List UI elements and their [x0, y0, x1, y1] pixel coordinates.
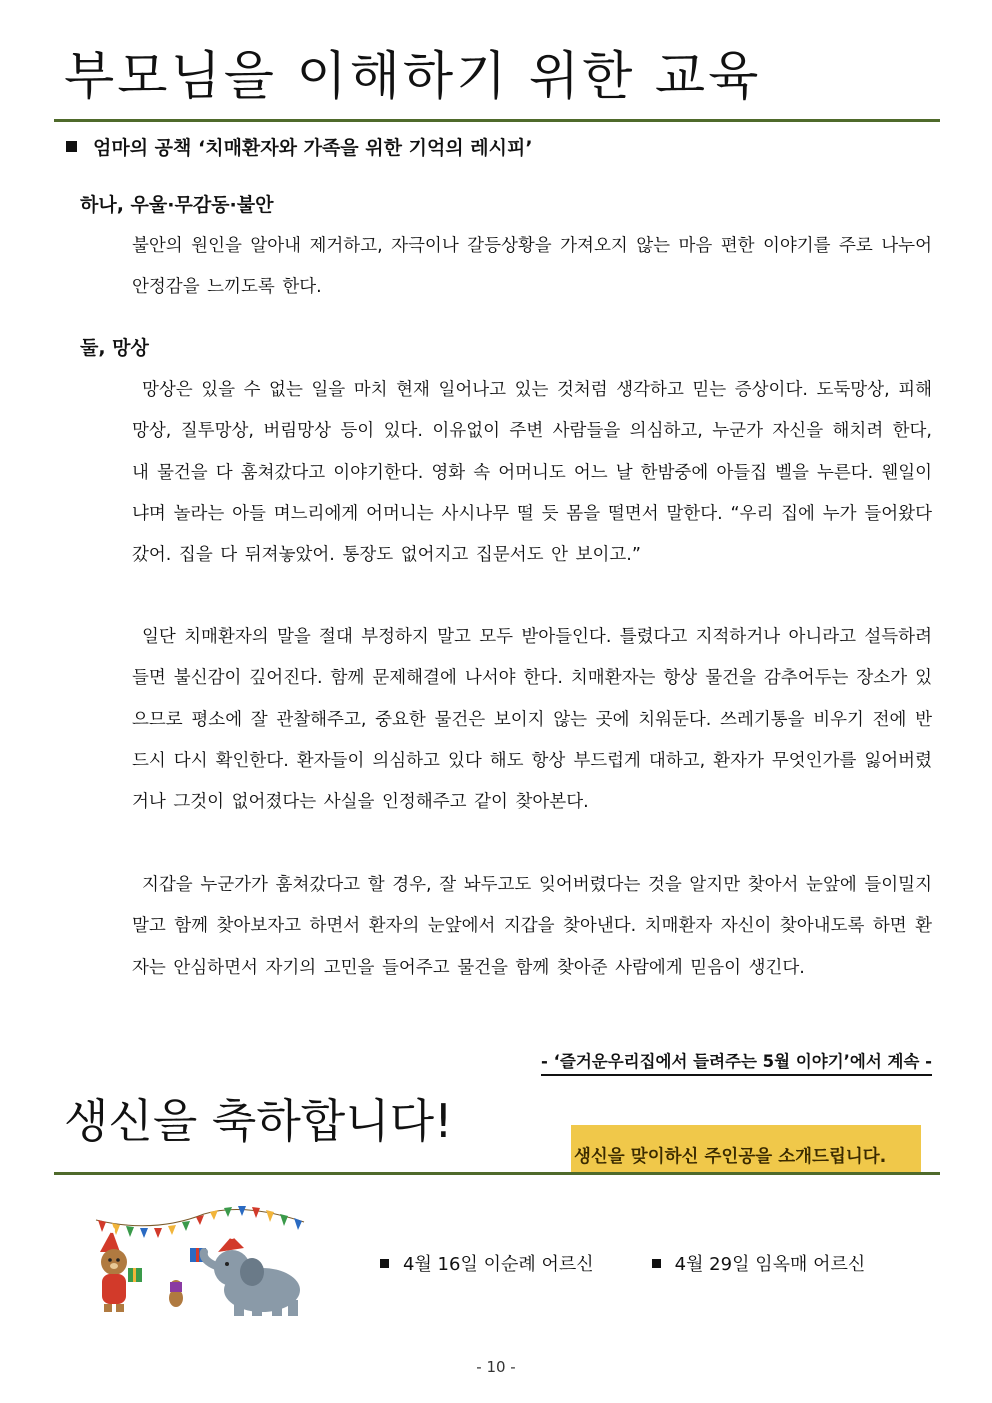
square-bullet-icon — [66, 141, 77, 152]
part1-heading: 하나, 우울·무감동·불안 — [80, 194, 274, 216]
page-number: - 10 - — [476, 1358, 516, 1376]
title-divider — [54, 119, 940, 122]
part2-paragraph-3: 지갑을 누군가가 훔쳐갔다고 할 경우, 잘 놔두고도 잊어버렸다는 것을 알지만 찾아서 눈앞에 들이밀지 말고 함께 찾아보자고 하면서 환자의 눈앞에서 지갑을 찾아낸다. 치매환자 자신이 찾아내도록 하면 환자는 안심하면서 자기의 고민을 들어주고 물건을 함께 찾아준 사람에게 믿음이 생긴다. — [132, 875, 932, 978]
part1-body: 불안의 원인을 알아내 제거하고, 자극이나 갈등상황을 가져오지 않는 마음 편한 이야기를 주로 나누어 안정감을 느끼도록 한다. — [132, 236, 932, 298]
continued-note: - ‘즐거운우리집에서 들려주는 5월 이야기’에서 계속 - — [541, 1050, 932, 1076]
birthday-list — [380, 1250, 865, 1276]
party-animals-illustration — [94, 1200, 314, 1320]
part2-heading: 둘, 망상 — [80, 337, 149, 359]
birthday-divider — [54, 1172, 940, 1175]
section-heading-text: 엄마의 공책 ‘치매환자와 가족을 위한 기억의 레시피’ — [93, 137, 533, 159]
birthday-title: 생신을 축하합니다! — [64, 1094, 453, 1148]
birthday-item — [652, 1250, 866, 1276]
birthday-item — [380, 1250, 594, 1276]
square-bullet-icon — [380, 1259, 389, 1268]
part2-paragraph-1: 망상은 있을 수 없는 일을 마치 현재 일어나고 있는 것처럼 생각하고 믿는 증상이다. 도둑망상, 피해망상, 질투망상, 버림망상 등이 있다. 이유없이 주변 사람들을 의심하고, 누군가 자신을 해치려 한다, 내 물건을 다 훔쳐갔다고 이야기한다. 영화 속 어머니도 어느 날 한밤중에 아들집 벨을 누른다. 웬일이냐며 놀라는 아들 며느리에게 어머니는 사시나무 떨 듯 몸을 떨면서 말한다. “우리 집에 누가 들어왔다 갔어. 집을 다 뒤져놓았어. 통장도 없어지고 집문서도 안 보이고.” — [132, 380, 932, 566]
page-title: 부모님을 이해하기 위한 교육 — [64, 47, 762, 107]
birthday-text: 4월 16일 이순례 어르신 — [403, 1254, 594, 1275]
birthday-intro: 생신을 맞이하신 주인공을 소개드립니다. — [574, 1147, 887, 1167]
birthday-text: 4월 29일 임옥매 어르신 — [674, 1254, 866, 1275]
part2-paragraph-2: 일단 치매환자의 말을 절대 부정하지 말고 모두 받아들인다. 틀렸다고 지적하거나 아니라고 설득하려 들면 불신감이 깊어진다. 함께 문제해결에 나서야 한다. 치매환자는 항상 물건을 감추어두는 장소가 있으므로 평소에 잘 관찰해주고, 중요한 물건은 보이지 않는 곳에 치워둔다. 쓰레기통을 비우기 전에 반드시 다시 확인한다. 환자들이 의심하고 있다 해도 항상 부드럽게 대하고, 환자가 무엇인가를 잃어버렸거나 그것이 없어졌다는 사실을 인정해주고 같이 찾아본다. — [132, 627, 932, 813]
square-bullet-icon — [652, 1259, 661, 1268]
section-heading — [66, 133, 533, 160]
